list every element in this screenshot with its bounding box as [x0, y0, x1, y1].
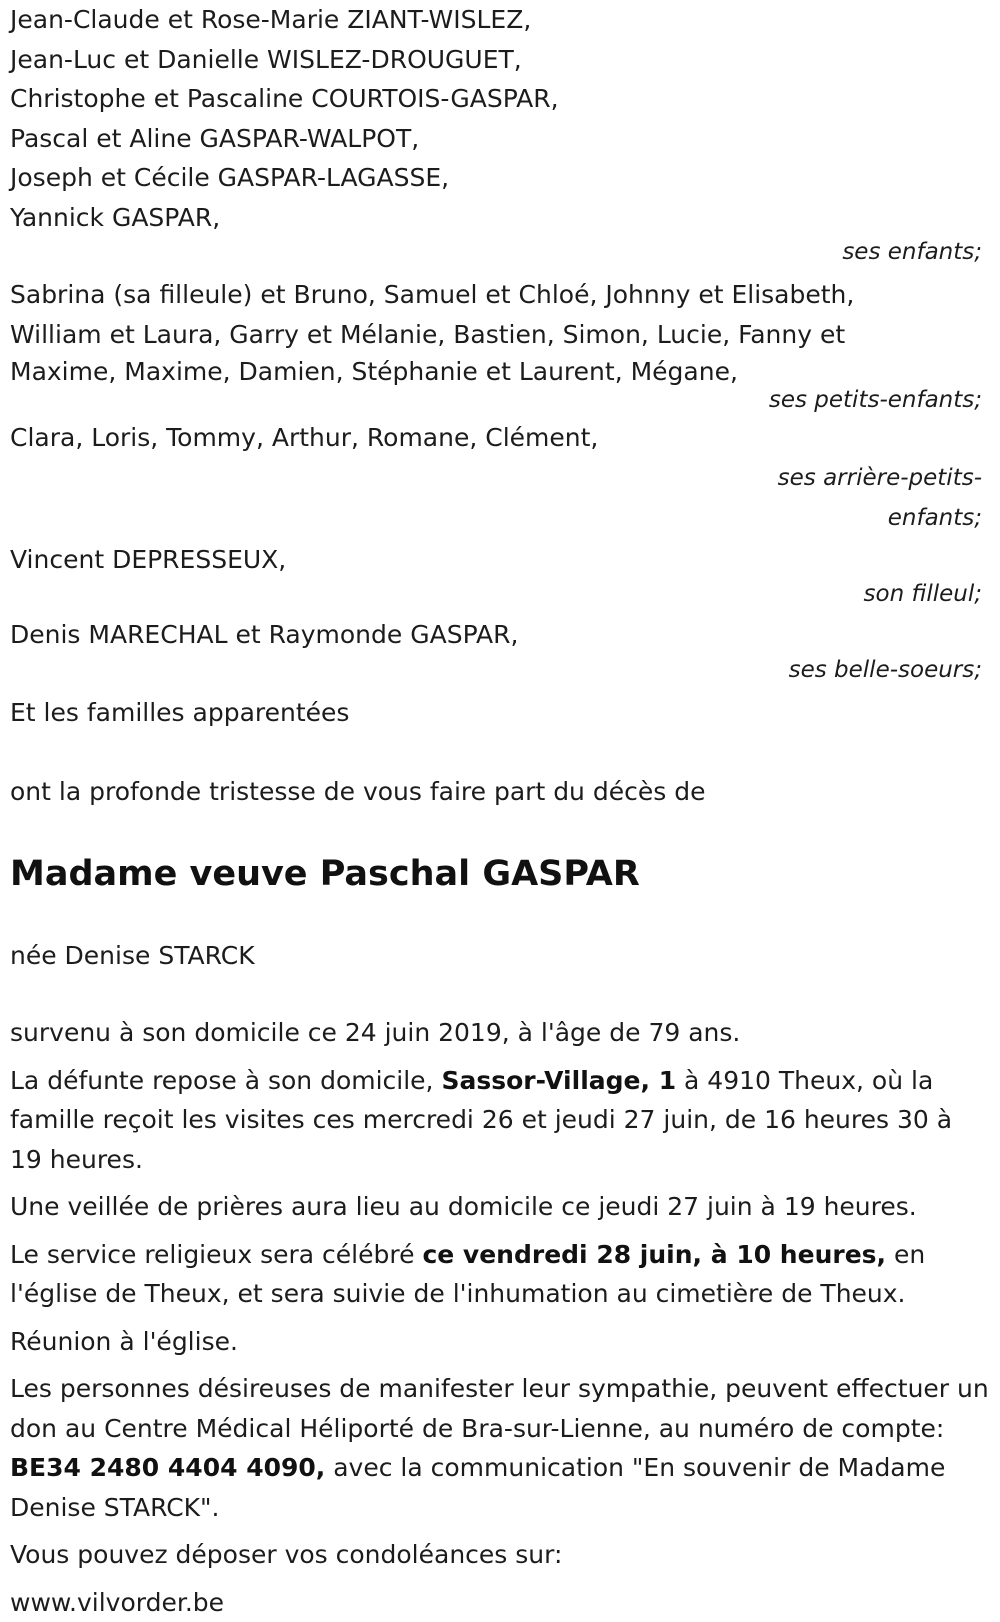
repose-text: La défunte repose à son domicile, — [10, 1066, 441, 1095]
service-paragraph — [10, 1235, 990, 1314]
related-families: Et les familles apparentées — [10, 693, 990, 733]
children-section — [10, 0, 990, 267]
service-datetime: ce vendredi 28 juin, à 10 heures, — [422, 1240, 886, 1269]
deceased-name-heading: Madame veuve Paschal GASPAR — [10, 852, 990, 896]
repose-address: Sassor-Village, 1 — [441, 1066, 676, 1095]
birth-name: née Denise STARCK — [10, 936, 990, 976]
service-text: Le service religieux sera célébré — [10, 1240, 422, 1269]
donation-paragraph — [10, 1369, 990, 1527]
sisters-in-law-section — [10, 615, 990, 685]
children-role: ses enfants; — [10, 237, 990, 267]
grandchildren-role: ses petits-enfants; — [10, 390, 990, 410]
great-grandchildren-role-line2: enfants; — [10, 498, 982, 538]
godson-role: son filleul; — [10, 579, 990, 609]
great-grandchildren-role-line1: ses arrière-petits- — [10, 458, 982, 498]
sisters-in-law-names: Denis MARECHAL et Raymonde GASPAR, — [10, 615, 990, 655]
child-name: Jean-Claude et Rose-Marie ZIANT-WISLEZ, — [10, 0, 990, 40]
child-name: Pascal et Aline GASPAR-WALPOT, — [10, 119, 990, 159]
grandchildren-line: Sabrina (sa filleule) et Bruno, Samuel et Chloé, Johnny et Elisabeth, — [10, 275, 990, 315]
child-name: Yannick GASPAR, — [10, 198, 990, 238]
announcement-text: ont la profonde tristesse de vous faire part du décès de — [10, 772, 990, 812]
repose-text-continued: à 4910 Theux, où la famille reçoit les visites ces mercredi 26 et jeudi 27 juin, de 16 heures 30 à 19 heures. — [10, 1066, 952, 1174]
donation-text: Les personnes désireuses de manifester leur sympathie, peuvent effectuer un don au Centre Médical Héliporté de Bra-sur-Lienne, au numéro de compte: — [10, 1374, 989, 1443]
death-info: survenu à son domicile ce 24 juin 2019, à l'âge de 79 ans. — [10, 1013, 990, 1053]
grandchildren-line: William et Laura, Garry et Mélanie, Bastien, Simon, Lucie, Fanny et — [10, 315, 990, 355]
website-link[interactable]: www.vilvorder.be — [10, 1583, 990, 1622]
donation-text-continued: avec la communication "En souvenir de Madame Denise STARCK". — [10, 1453, 945, 1522]
godson-name: Vincent DEPRESSEUX, — [10, 540, 990, 580]
child-name: Christophe et Pascaline COURTOIS-GASPAR, — [10, 79, 990, 119]
condolences-intro: Vous pouvez déposer vos condoléances sur: — [10, 1535, 990, 1575]
donation-account-number: BE34 2480 4404 4090, — [10, 1453, 325, 1482]
godson-section — [10, 540, 990, 610]
service-text-continued: en l'église de Theux, et sera suivie de l'inhumation au cimetière de Theux. — [10, 1240, 925, 1309]
sisters-in-law-role: ses belle-soeurs; — [10, 655, 990, 685]
grandchildren-section — [10, 275, 990, 410]
child-name: Jean-Luc et Danielle WISLEZ-DROUGUET, — [10, 40, 990, 80]
meeting-paragraph: Réunion à l'église. — [10, 1322, 990, 1362]
vigil-paragraph: Une veillée de prières aura lieu au domicile ce jeudi 27 juin à 19 heures. — [10, 1187, 990, 1227]
grandchildren-line: Maxime, Maxime, Damien, Stéphanie et Laurent, Mégane, — [10, 354, 990, 390]
great-grandchildren-role — [10, 458, 990, 538]
repose-paragraph — [10, 1061, 990, 1180]
child-name: Joseph et Cécile GASPAR-LAGASSE, — [10, 158, 990, 198]
great-grandchildren-names: Clara, Loris, Tommy, Arthur, Romane, Clément, — [10, 418, 990, 458]
great-grandchildren-section — [10, 418, 990, 538]
